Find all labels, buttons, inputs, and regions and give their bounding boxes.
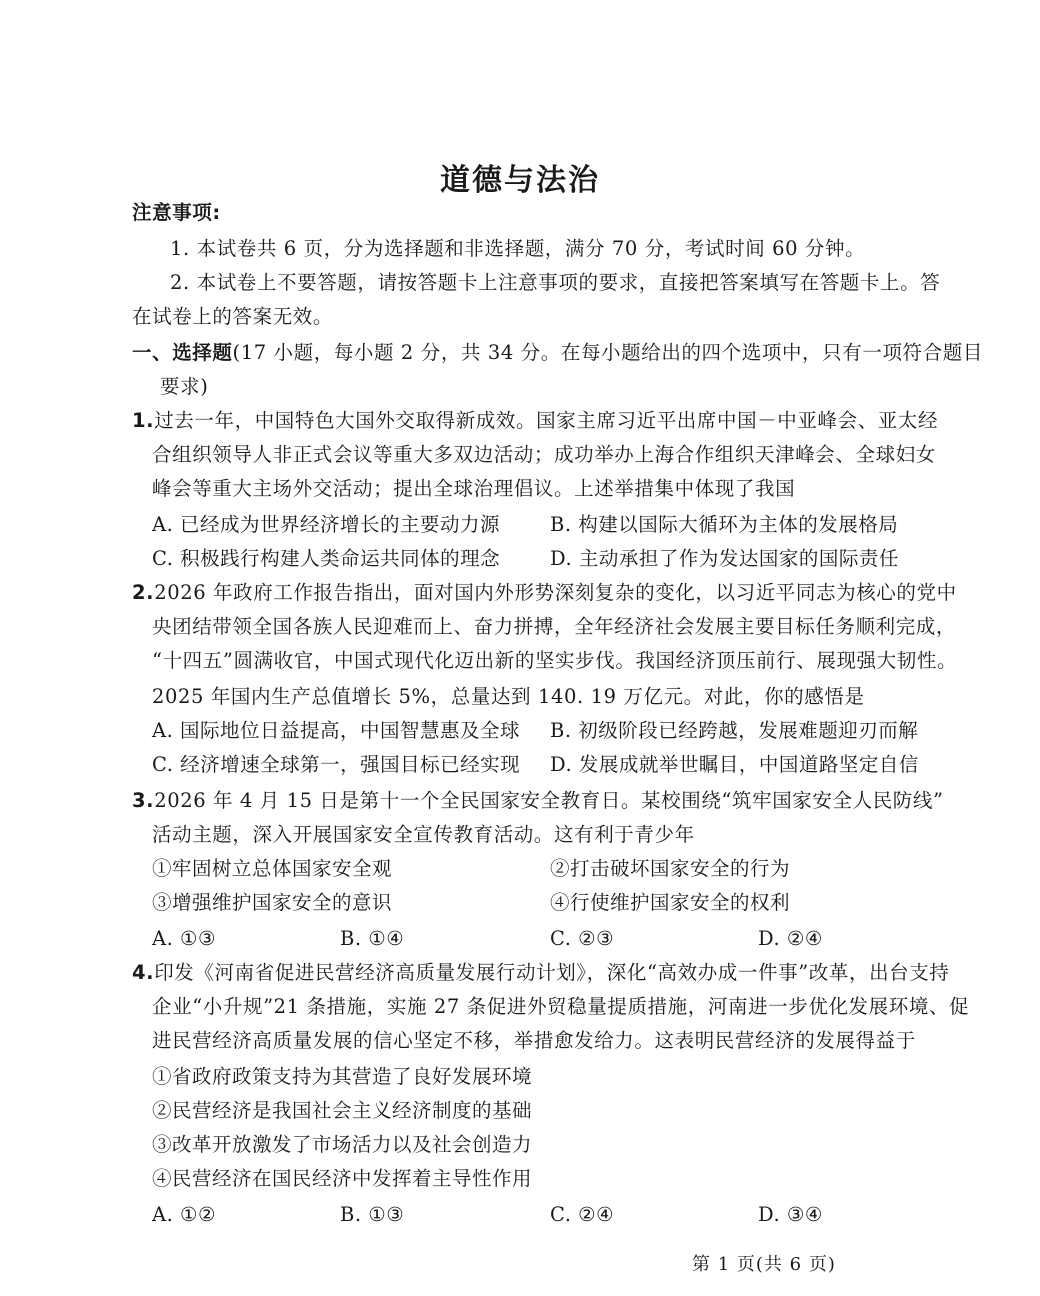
section-desc: (17 小题，每小题 2 分，共 34 分。在每小题给出的四个选项中，只有一项符合题目 bbox=[232, 341, 983, 364]
question-2-stem-line4: 2025 年国内生产总值增长 5%，总量达到 140. 19 万亿元。对此，你的感悟是 bbox=[152, 685, 865, 708]
question-3-option-b: B. ①④ bbox=[340, 927, 405, 950]
notice-item-1: 1. 本试卷共 6 页，分为选择题和非选择题，满分 70 分，考试时间 60 分钟。 bbox=[170, 237, 866, 260]
question-4-stem-line3: 进民营经济高质量发展的信心坚定不移，举措愈发给力。这表明民营经济的发展得益于 bbox=[152, 1029, 916, 1052]
page-footer: 第 1 页(共 6 页) bbox=[692, 1254, 836, 1275]
question-2-stem bbox=[132, 580, 957, 606]
question-3-stem-line2: 活动主题，深入开展国家安全宣传教育活动。这有利于青少年 bbox=[152, 823, 695, 846]
question-3-statement-3: ③增强维护国家安全的意识 bbox=[152, 891, 393, 914]
question-1-stem bbox=[132, 408, 938, 434]
question-4-option-b: B. ①③ bbox=[340, 1203, 405, 1226]
question-3-option-c: C. ②③ bbox=[550, 927, 615, 950]
question-2-option-b: B. 初级阶段已经跨越，发展难题迎刃而解 bbox=[550, 719, 919, 742]
page-title: 道德与法治 bbox=[440, 163, 600, 198]
section-heading: 一、选择题 bbox=[132, 341, 233, 364]
question-text: 过去一年，中国特色大国外交取得新成效。国家主席习近平出席中国－中亚峰会、亚太经 bbox=[154, 409, 939, 432]
notice-item-2: 2. 本试卷上不要答题，请按答题卡上注意事项的要求，直接把答案填写在答题卡上。答 bbox=[170, 271, 941, 294]
question-2-option-c: C. 经济增速全球第一，强国目标已经实现 bbox=[152, 753, 521, 776]
question-3-statement-4: ④行使维护国家安全的权利 bbox=[550, 891, 791, 914]
question-number: 4. bbox=[132, 961, 155, 984]
question-4-option-d: D. ③④ bbox=[758, 1203, 823, 1226]
question-text: 2026 年政府工作报告指出，面对国内外形势深刻复杂的变化，以习近平同志为核心的党中 bbox=[154, 581, 957, 604]
question-2-stem-line3: “十四五”圆满收官，中国式现代化迈出新的坚实步伐。我国经济顶压前行、展现强大韧性。 bbox=[152, 649, 958, 672]
question-4-statement-2: ②民营经济是我国社会主义经济制度的基础 bbox=[152, 1099, 533, 1122]
question-1-option-a: A. 已经成为世界经济增长的主要动力源 bbox=[152, 513, 500, 536]
question-3-statement-1: ①牢固树立总体国家安全观 bbox=[152, 857, 393, 880]
question-2-stem-line2: 央团结带领全国各族人民迎难而上、奋力拼搏，全年经济社会发展主要目标任务顺利完成， bbox=[152, 615, 957, 638]
question-4-option-c: C. ②④ bbox=[550, 1203, 615, 1226]
section-desc-cont: 要求) bbox=[160, 375, 209, 398]
question-4-stem bbox=[132, 960, 949, 986]
question-number: 1. bbox=[132, 409, 155, 432]
notice-heading: 注意事项: bbox=[132, 201, 221, 224]
question-3-option-d: D. ②④ bbox=[758, 927, 823, 950]
question-4-stem-line2: 企业“小升规”21 条措施，实施 27 条促进外贸稳量提质措施，河南进一步优化发展环境、促 bbox=[152, 995, 970, 1018]
question-2-option-a: A. 国际地位日益提高，中国智慧惠及全球 bbox=[152, 719, 520, 742]
question-text: 印发《河南省促进民营经济高质量发展行动计划》，深化“高效办成一件事”改革，出台支持 bbox=[154, 961, 950, 984]
question-3-stem bbox=[132, 788, 944, 814]
section-heading-line bbox=[132, 340, 983, 366]
question-1-stem-line3: 峰会等重大主场外交活动；提出全球治理倡议。上述举措集中体现了我国 bbox=[152, 477, 796, 500]
question-3-statement-2: ②打击破坏国家安全的行为 bbox=[550, 857, 791, 880]
question-4-statement-1: ①省政府政策支持为其营造了良好发展环境 bbox=[152, 1065, 533, 1088]
question-1-option-d: D. 主动承担了作为发达国家的国际责任 bbox=[550, 547, 899, 570]
question-1-stem-line2: 合组织领导人非正式会议等重大多双边活动；成功举办上海合作组织天津峰会、全球妇女 bbox=[152, 443, 936, 466]
notice-item-2-cont: 在试卷上的答案无效。 bbox=[132, 305, 334, 328]
question-1-option-b: B. 构建以国际大循环为主体的发展格局 bbox=[550, 513, 899, 536]
question-text: 2026 年 4 月 15 日是第十一个全民国家安全教育日。某校围绕“筑牢国家安全人民防线” bbox=[154, 789, 944, 812]
question-3-option-a: A. ①③ bbox=[152, 927, 216, 950]
question-number: 2. bbox=[132, 581, 155, 604]
question-4-statement-4: ④民营经济在国民经济中发挥着主导性作用 bbox=[152, 1167, 533, 1190]
question-number: 3. bbox=[132, 789, 155, 812]
question-2-option-d: D. 发展成就举世瞩目，中国道路坚定自信 bbox=[550, 753, 919, 776]
question-1-option-c: C. 积极践行构建人类命运共同体的理念 bbox=[152, 547, 501, 570]
question-4-statement-3: ③改革开放激发了市场活力以及社会创造力 bbox=[152, 1133, 533, 1156]
question-4-option-a: A. ①② bbox=[152, 1203, 216, 1226]
